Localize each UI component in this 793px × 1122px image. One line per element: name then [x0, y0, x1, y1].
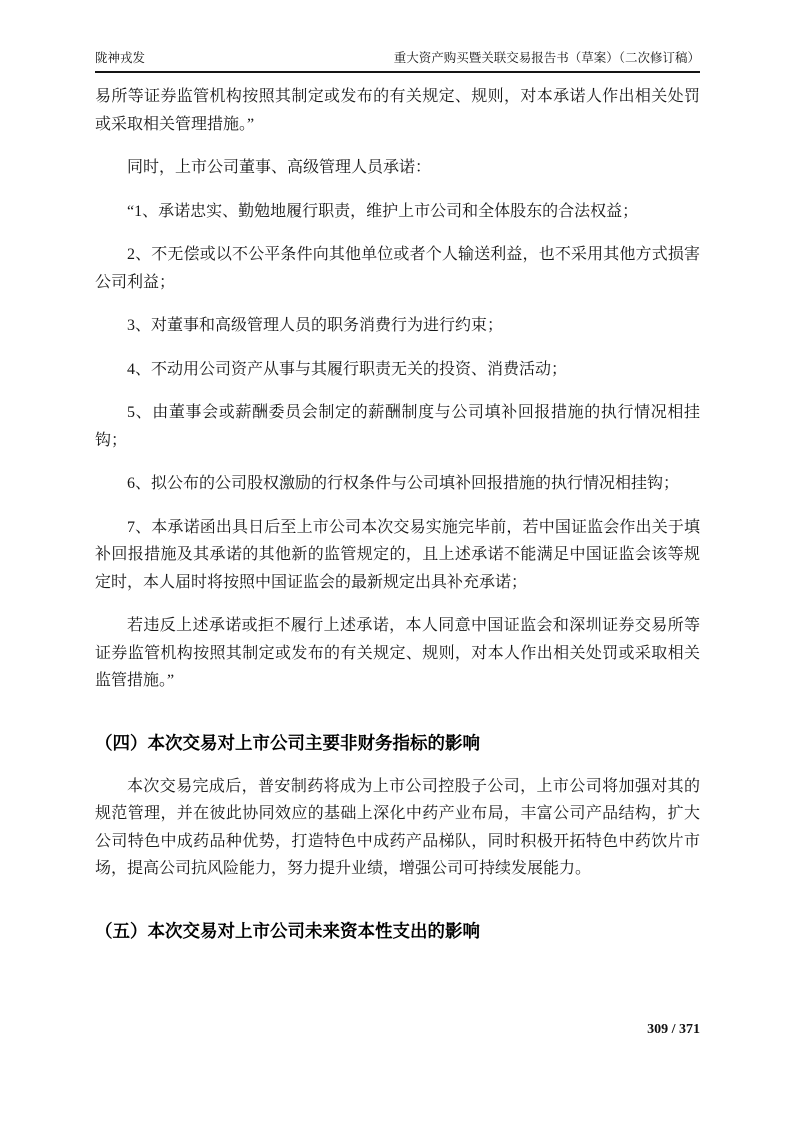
paragraph: “1、承诺忠实、勤勉地履行职责，维护上市公司和全体股东的合法权益；	[127, 202, 639, 220]
paragraph: 同时，上市公司董事、高级管理人员承诺：	[127, 159, 432, 176]
paragraph: 本次交易完成后，普安制药将成为上市公司控股子公司，上市公司将加强对其的规范管理，并在彼此协同效应的基础上深化中药产业布局，丰富公司产品结构，扩大公司特色中成药品种优势，打造特色中成药产品梯队，同时积极开拓特色中药饮片市场，提高公司抗风险能力，努力提升业绩，增强公司可持续发展能力。	[95, 777, 700, 877]
page-header	[95, 50, 700, 73]
header-report-title: 重大资产购买暨关联交易报告书（草案）（二次修订稿）	[393, 51, 700, 65]
section-heading-5: （五）本次交易对上市公司未来资本性支出的影响	[95, 920, 480, 941]
paragraph: 2、不无偿或以不公平条件向其他单位或者个人输送利益，也不采用其他方式损害公司利益；	[95, 246, 700, 291]
paragraph: 4、不动用公司资产从事与其履行职责无关的投资、消费活动；	[127, 360, 568, 378]
document-body	[95, 73, 700, 945]
paragraph: 易所等证券监管机构按照其制定或发布的有关规定、规则，对本承诺人作出相关处罚或采取相关管理措施。”	[95, 88, 700, 133]
paragraph: 7、本承诺函出具日后至上市公司本次交易实施完毕前，若中国证监会作出关于填补回报措施及其承诺的其他新的监管规定的，且上述承诺不能满足中国证监会该等规定时，本人届时将按照中国证监会的最新规定出具补充承诺；	[95, 518, 700, 591]
paragraph: 3、对董事和高级管理人员的职务消费行为进行约束；	[127, 317, 504, 334]
paragraph: 6、拟公布的公司股权激励的行权条件与公司填补回报措施的执行情况相挂钩；	[127, 475, 680, 492]
paragraph: 若违反上述承诺或拒不履行上述承诺，本人同意中国证监会和深圳证券交易所等证券监管机构按照其制定或发布的有关规定、规则，对本人作出相关处罚或采取相关监管措施。”	[95, 617, 700, 689]
section-heading-4: （四）本次交易对上市公司主要非财务指标的影响	[95, 732, 480, 753]
page-number: 309 / 371	[647, 1022, 700, 1037]
header-company-name: 陇神戎发	[95, 51, 146, 65]
paragraph: 5、由董事会或薪酬委员会制定的薪酬制度与公司填补回报措施的执行情况相挂钩；	[95, 404, 700, 449]
